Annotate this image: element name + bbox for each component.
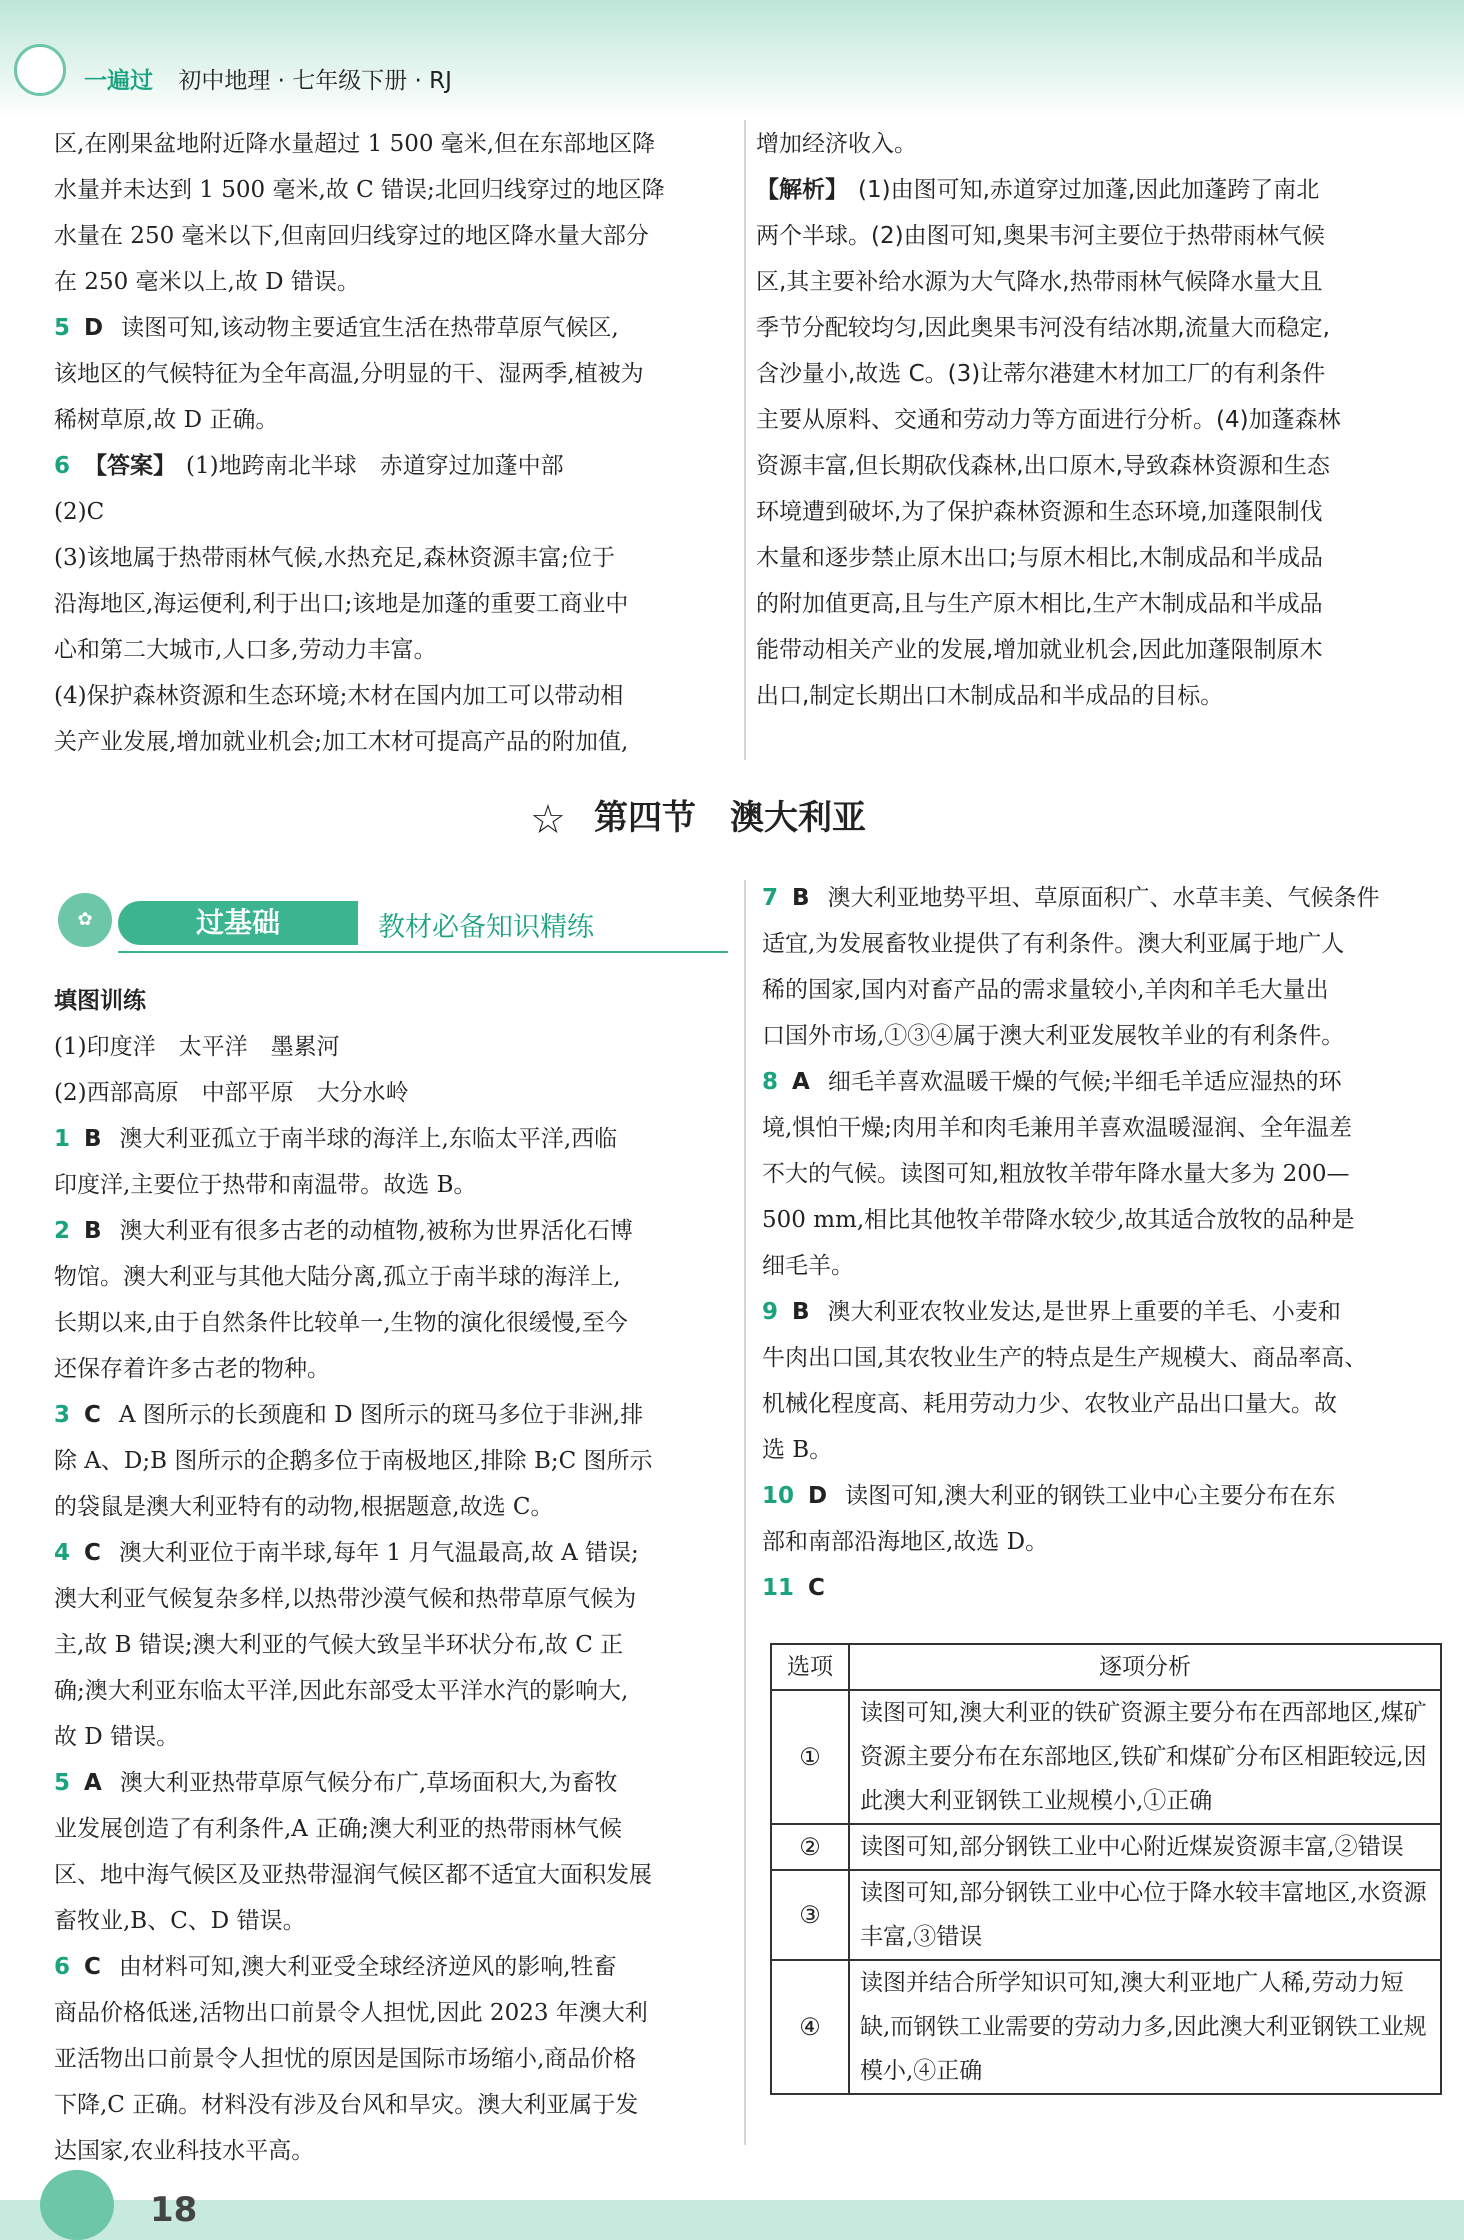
question-item — [762, 1565, 1440, 1611]
text-line: 澳大利亚有很多古老的动植物,被称为世界活化石博 — [119, 1218, 633, 1244]
question-number: 7 — [762, 885, 779, 911]
text-line: 澳大利亚农牧业发达,是世界上重要的羊毛、小麦和 — [827, 1299, 1341, 1325]
answer-letter: A — [792, 1069, 810, 1095]
question-number: 1 — [54, 1126, 71, 1152]
text-line: 500 mm,相比其他牧羊带降水较少,故其适合放牧的品种是 — [762, 1207, 1355, 1233]
page-number: 18 — [150, 2190, 198, 2230]
text-line: 资源丰富,但长期砍伐森林,出口原木,导致森林资源和生态 — [756, 453, 1330, 479]
table-row — [771, 1690, 1441, 1824]
text-line: 牛肉出口国,其农牧业生产的特点是生产规模大、商品率高、 — [762, 1345, 1368, 1371]
analysis-tag: 【解析】 — [756, 177, 848, 203]
table-header-row — [771, 1644, 1441, 1690]
table-header: 逐项分析 — [849, 1644, 1441, 1690]
answer-letter: B — [792, 1299, 810, 1325]
text-line: 商品价格低迷,活物出口前景令人担忧,因此 2023 年澳大利 — [54, 2000, 648, 2026]
text-line: 能带动相关产业的发展,增加就业机会,因此加蓬限制原木 — [756, 637, 1323, 663]
table-cell-analysis: 读图可知,部分钢铁工业中心位于降水较丰富地区,水资源丰富,③错误 — [849, 1870, 1441, 1960]
subheading: 填图训练 — [54, 988, 146, 1014]
answer-letter: B — [84, 1218, 102, 1244]
text-line: 除 A、D;B 图所示的企鹅多位于南极地区,排除 B;C 图所示 — [54, 1448, 653, 1474]
banner-subtitle: 教材必备知识精练 — [378, 912, 594, 943]
question-number: 5 — [54, 1770, 71, 1796]
question-number: 4 — [54, 1540, 71, 1566]
text-line: 读图可知,澳大利亚的钢铁工业中心主要分布在东 — [845, 1483, 1336, 1509]
text-line: 选 B。 — [762, 1437, 833, 1463]
answer-letter: A — [84, 1770, 102, 1796]
table-header: 选项 — [771, 1644, 849, 1690]
footer-logo-icon — [40, 2170, 114, 2240]
text-line: (4)保护森林资源和生态环境;木材在国内加工可以带动相 — [54, 683, 624, 709]
text-line: 关产业发展,增加就业机会;加工木材可提高产品的附加值, — [54, 729, 629, 755]
answer-letter: B — [84, 1126, 102, 1152]
section-title — [530, 790, 866, 842]
text-line: 印度洋,主要位于热带和南温带。故选 B。 — [54, 1172, 477, 1198]
answer-letter: D — [808, 1483, 828, 1509]
text-line: 澳大利亚孤立于南半球的海洋上,东临太平洋,西临 — [119, 1126, 618, 1152]
text-line: (2)C — [54, 499, 105, 525]
text-line: 故 D 错误。 — [54, 1724, 180, 1750]
running-header — [84, 62, 452, 95]
answer-tag: 【答案】 — [84, 452, 177, 479]
text-line: 细毛羊喜欢温暖干燥的气候;半细毛羊适应湿热的环 — [827, 1069, 1342, 1095]
table-body — [771, 1690, 1441, 2094]
section-title-text: 第四节 澳大利亚 — [594, 798, 866, 838]
question-5 — [54, 305, 734, 351]
text-line: 适宜,为发展畜牧业提供了有利条件。澳大利亚属于地广人 — [762, 931, 1345, 957]
text-line: 稀的国家,国内对畜产品的需求量较小,羊肉和羊毛大量出 — [762, 977, 1329, 1003]
text-line: 主,故 B 错误;澳大利亚的气候大致呈半环状分布,故 C 正 — [54, 1632, 624, 1658]
table-cell-option: ② — [771, 1824, 849, 1870]
question-item — [54, 1392, 738, 1438]
banner-rule — [118, 951, 728, 953]
text-line: 由材料可知,澳大利亚受全球经济逆风的影响,牲畜 — [118, 1954, 617, 1980]
question-item — [762, 875, 1440, 921]
question-item — [54, 1944, 738, 1990]
banner-label: 过基础 — [118, 901, 358, 945]
left-column-bottom — [54, 978, 738, 2174]
text-line: 畜牧业,B、C、D 错误。 — [54, 1908, 306, 1934]
text-line: 业发展创造了有利条件,A 正确;澳大利亚的热带雨林气候 — [54, 1816, 622, 1842]
text-line: 亚活物出口前景令人担忧的原因是国际市场缩小,商品价格 — [54, 2046, 637, 2072]
text-line: 口国外市场,①③④属于澳大利亚发展牧羊业的有利条件。 — [762, 1023, 1345, 1049]
column-divider — [744, 120, 746, 760]
text-line: 两个半球。(2)由图可知,奥果韦河主要位于热带雨林气候 — [756, 223, 1325, 249]
text-line: 境,惧怕干燥;肉用羊和肉毛兼用羊喜欢温暖湿润、全年温差 — [762, 1115, 1353, 1141]
text-line: 水量并未达到 1 500 毫米,故 C 错误;北回归线穿过的地区降 — [54, 177, 665, 203]
text-line: 沿海地区,海运便利,利于出口;该地是加蓬的重要工商业中 — [54, 591, 629, 617]
text-line: 环境遭到破坏,为了保护森林资源和生态环境,加蓬限制伐 — [756, 499, 1323, 525]
table-row — [771, 1960, 1441, 2094]
text-line: 细毛羊。 — [762, 1253, 854, 1279]
text-line: 达国家,农业科技水平高。 — [54, 2138, 315, 2164]
question-6 — [54, 443, 734, 489]
footer-band — [0, 2200, 1464, 2240]
table-cell-analysis: 读图并结合所学知识可知,澳大利亚地广人稀,劳动力短缺,而钢铁工业需要的劳动力多,因此澳大利亚钢铁工业规模小,④正确 — [849, 1960, 1441, 2094]
question-number: 5 — [54, 315, 71, 341]
answer-letter: C — [84, 1402, 101, 1428]
text-line: 澳大利亚地势平坦、草原面积广、水草丰美、气候条件 — [827, 885, 1380, 911]
text-line: 的袋鼠是澳大利亚特有的动物,根据题意,故选 C。 — [54, 1494, 554, 1520]
text-line: 出口,制定长期出口木制成品和半成品的目标。 — [756, 683, 1224, 709]
question-item — [762, 1289, 1440, 1335]
text-line: 含沙量小,故选 C。(3)让蒂尔港建木材加工厂的有利条件 — [756, 361, 1326, 387]
text-line: 木量和逐步禁止原木出口;与原木相比,木制成品和半成品 — [756, 545, 1324, 571]
question-number: 11 — [762, 1575, 795, 1601]
header-title: 初中地理 · 七年级下册 · RJ — [178, 68, 452, 94]
text-line: 在 250 毫米以上,故 D 错误。 — [54, 269, 360, 295]
answer-letter: C — [84, 1540, 101, 1566]
question-item — [54, 1116, 738, 1162]
question-number: 10 — [762, 1483, 795, 1509]
question-item — [54, 1760, 738, 1806]
text-line: 增加经济收入。 — [756, 131, 917, 157]
question-list-right — [762, 875, 1440, 1611]
text-line: 下降,C 正确。材料没有涉及台风和旱灾。澳大利亚属于发 — [54, 2092, 639, 2118]
table-cell-option: ① — [771, 1690, 849, 1824]
right-column-top — [756, 121, 1432, 719]
text-line: (1)由图可知,赤道穿过加蓬,因此加蓬跨了南北 — [858, 177, 1320, 203]
text-line: 机械化程度高、耗用劳动力少、农牧业产品出口量大。故 — [762, 1391, 1337, 1417]
text-line: 稀树草原,故 D 正确。 — [54, 407, 279, 433]
question-item — [762, 1473, 1440, 1519]
text-line: 部和南部沿海地区,故选 D。 — [762, 1529, 1049, 1555]
table-row — [771, 1824, 1441, 1870]
table-cell-analysis: 读图可知,部分钢铁工业中心附近煤炭资源丰富,②错误 — [849, 1824, 1441, 1870]
question-item — [762, 1059, 1440, 1105]
question-item — [54, 1208, 738, 1254]
text-line: 长期以来,由于自然条件比较单一,生物的演化很缓慢,至今 — [54, 1310, 628, 1336]
question-number: 3 — [54, 1402, 71, 1428]
table-cell-option: ④ — [771, 1960, 849, 2094]
question-number: 6 — [54, 453, 71, 479]
question-item — [54, 1530, 738, 1576]
text-line: (3)该地属于热带雨林气候,水热充足,森林资源丰富;位于 — [54, 545, 615, 571]
text-line: 还保存着许多古老的物种。 — [54, 1356, 330, 1382]
answer-letter: C — [808, 1575, 825, 1601]
text-line: (1)地跨南北半球 赤道穿过加蓬中部 — [186, 453, 564, 479]
brand-logo-icon — [14, 44, 66, 96]
section-banner — [58, 893, 732, 953]
question-number: 2 — [54, 1218, 71, 1244]
text-line: 季节分配较均匀,因此奥果韦河没有结冰期,流量大而稳定, — [756, 315, 1330, 341]
analysis-table — [770, 1643, 1442, 2095]
analysis-start — [756, 167, 1432, 213]
text-line: 区、地中海气候区及亚热带湿润气候区都不适宜大面积发展 — [54, 1862, 652, 1888]
answer-letter: C — [84, 1954, 101, 1980]
answer-letter: B — [792, 885, 810, 911]
question-list-left — [54, 1116, 738, 2174]
right-column-bottom — [762, 875, 1440, 1611]
text-line: 心和第二大城市,人口多,劳动力丰富。 — [54, 637, 437, 663]
text-line: 区,在刚果盆地附近降水量超过 1 500 毫米,但在东部地区降 — [54, 131, 656, 157]
text-line: 物馆。澳大利亚与其他大陆分离,孤立于南半球的海洋上, — [54, 1264, 621, 1290]
question-number: 9 — [762, 1299, 779, 1325]
text-line: 确;澳大利亚东临太平洋,因此东部受太平洋水汽的影响大, — [54, 1678, 629, 1704]
text-line: 澳大利亚位于南半球,每年 1 月气温最高,故 A 错误; — [118, 1540, 639, 1566]
column-divider — [744, 880, 746, 2145]
star-icon: ☆ — [530, 796, 566, 843]
top-gradient — [0, 0, 1464, 118]
table-row — [771, 1870, 1441, 1960]
text-line: 的附加值更高,且与生产原木相比,生产木制成品和半成品 — [756, 591, 1323, 617]
text-line: (2)西部高原 中部平原 大分水岭 — [54, 1080, 409, 1106]
mascot-icon: ✿ — [58, 893, 112, 947]
brand-name: 一遍过 — [84, 68, 153, 94]
text-line: (1)印度洋 太平洋 墨累河 — [54, 1034, 340, 1060]
left-column-top — [54, 121, 734, 765]
table-cell-analysis: 读图可知,澳大利亚的铁矿资源主要分布在西部地区,煤矿资源主要分布在东部地区,铁矿和煤矿分布区相距较远,因此澳大利亚钢铁工业规模小,①正确 — [849, 1690, 1441, 1824]
text-line: 读图可知,该动物主要适宜生活在热带草原气候区, — [121, 315, 619, 341]
text-line: 区,其主要补给水源为大气降水,热带雨林气候降水量大且 — [756, 269, 1323, 295]
text-line: 主要从原料、交通和劳动力等方面进行分析。(4)加蓬森林 — [756, 407, 1341, 433]
answer-letter: D — [84, 315, 104, 341]
question-number: 6 — [54, 1954, 71, 1980]
text-line: 澳大利亚热带草原气候分布广,草场面积大,为畜牧 — [119, 1770, 618, 1796]
text-line: 该地区的气候特征为全年高温,分明显的干、湿两季,植被为 — [54, 361, 644, 387]
text-line: 水量在 250 毫米以下,但南回归线穿过的地区降水量大部分 — [54, 223, 649, 249]
text-line: 澳大利亚气候复杂多样,以热带沙漠气候和热带草原气候为 — [54, 1586, 637, 1612]
text-line: A 图所示的长颈鹿和 D 图所示的斑马多位于非洲,排 — [118, 1402, 644, 1428]
table-cell-option: ③ — [771, 1870, 849, 1960]
text-line: 不大的气候。读图可知,粗放牧羊带年降水量大多为 200— — [762, 1161, 1350, 1187]
question-number: 8 — [762, 1069, 779, 1095]
